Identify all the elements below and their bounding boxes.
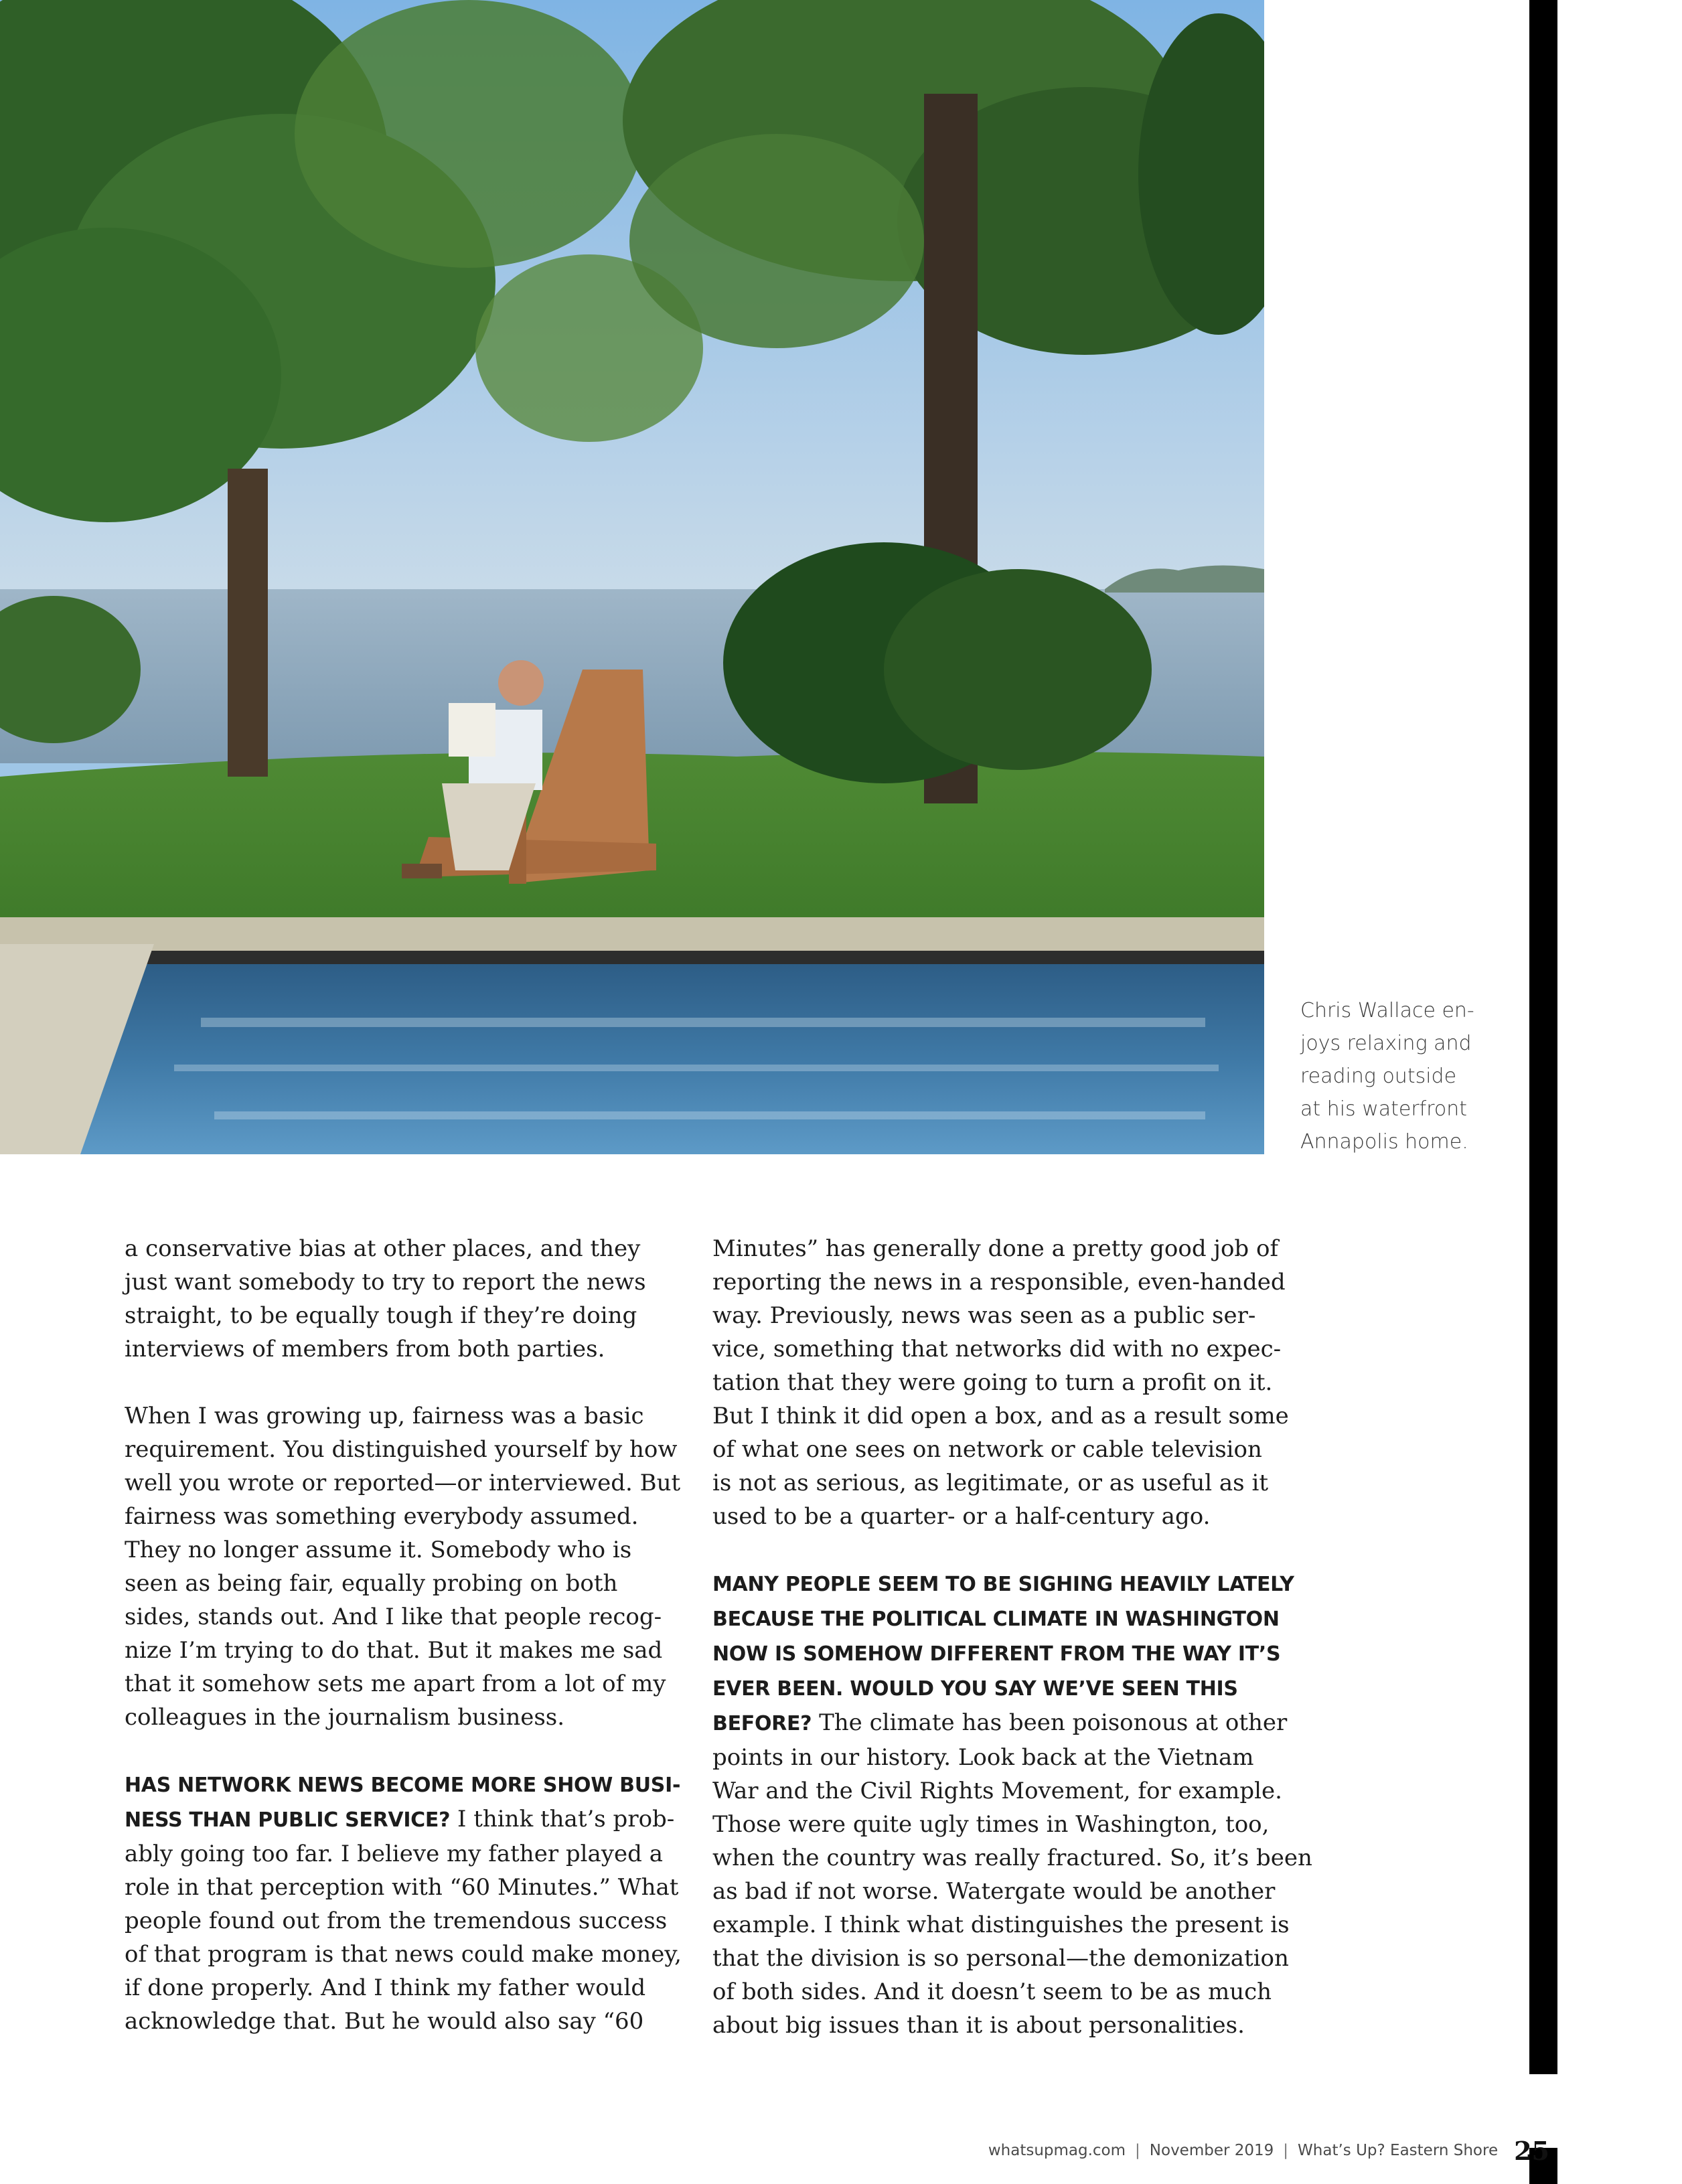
text-line: points in our history. Look back at the Vietnam [712, 1744, 1254, 1771]
page-number: 25 [1514, 2135, 1549, 2166]
caption-line: at his waterfront [1300, 1097, 1468, 1121]
text-line: when the country was really fractured. So, it’s been [712, 1845, 1312, 1871]
pool-water [0, 964, 1264, 1154]
page-edge-bar [1529, 0, 1557, 2074]
text-line: straight, to be equally tough if they’re doing [125, 1302, 637, 1329]
footer-publication: What’s Up? Eastern Shore [1298, 2142, 1499, 2159]
caption-line: joys relaxing and [1300, 1032, 1472, 1055]
text-line: as bad if not worse. Watergate would be another [712, 1878, 1276, 1905]
body-column-right [712, 1232, 1312, 2042]
interview-question: BECAUSE THE POLITICAL CLIMATE IN WASHINGTON [712, 1608, 1280, 1631]
text-line: people found out from the tremendous success [125, 1907, 668, 1934]
text-line: that the division is so personal—the demonization [712, 1945, 1289, 1972]
text-line [712, 1671, 1272, 1706]
paragraph-break [125, 1366, 687, 1399]
interview-question: NOW IS SOMEHOW DIFFERENT FROM THE WAY IT’S [712, 1642, 1281, 1666]
text-line: of that program is that news could make money, [125, 1941, 682, 1968]
answer-text: I think that’s prob- [450, 1806, 675, 1832]
text-line: When I was growing up, fairness was a basic [125, 1403, 644, 1429]
text-line: seen as being fair, equally probing on both [125, 1570, 618, 1597]
interview-question: NESS THAN PUBLIC SERVICE? [125, 1808, 451, 1832]
pool-cover-rail [0, 951, 1264, 964]
text-line: nize I’m trying to do that. But it makes me sad [125, 1637, 663, 1664]
footer-separator: | [1135, 2142, 1140, 2159]
interview-question: HAS NETWORK NEWS BECOME MORE SHOW BUSI- [125, 1774, 681, 1797]
text-line: requirement. You distinguished yourself by how [125, 1436, 678, 1463]
text-line: that it somehow sets me apart from a lot of my [125, 1670, 666, 1697]
interview-question: BEFORE? [712, 1712, 812, 1735]
text-line [125, 1802, 687, 1837]
photo-caption [1300, 994, 1474, 1158]
text-line: acknowledge that. But he would also say “60 [125, 2008, 644, 2035]
left-tree-trunk [228, 469, 268, 777]
caption-line: Annapolis home. [1300, 1130, 1468, 1154]
text-line: a conservative bias at other places, and they [125, 1235, 641, 1262]
text-line: just want somebody to try to report the news [125, 1269, 646, 1296]
text-line: reporting the news in a responsible, even-handed [712, 1269, 1286, 1296]
text-line: Those were quite ugly times in Washington, too, [712, 1811, 1270, 1838]
text-line: about big issues than it is about personalities. [712, 2012, 1245, 2039]
page-footer [988, 2136, 1549, 2165]
caption-line: Chris Wallace en- [1300, 999, 1474, 1022]
text-line: colleagues in the journalism business. [125, 1704, 565, 1731]
text-line: role in that perception with “60 Minutes.” What [125, 1874, 679, 1901]
interview-question: MANY PEOPLE SEEM TO BE SIGHING HEAVILY LATELY [712, 1573, 1294, 1596]
footer-site: whatsupmag.com [988, 2142, 1126, 2159]
text-line: vice, something that networks did with no expec- [712, 1336, 1282, 1362]
text-line: interviews of members from both parties. [125, 1336, 605, 1362]
text-line: way. Previously, news was seen as a public ser- [712, 1302, 1256, 1329]
text-line: of both sides. And it doesn’t seem to be as much [712, 1978, 1272, 2005]
text-line: well you wrote or reported—or interviewed. But [125, 1470, 681, 1496]
text-line [125, 1768, 687, 1802]
text-line: tation that they were going to turn a profit on it. [712, 1369, 1273, 1396]
text-line [712, 1602, 1280, 1636]
text-line: fairness was something everybody assumed. [125, 1503, 639, 1530]
text-line: sides, stands out. And I like that people recog- [125, 1604, 662, 1630]
text-line: example. I think what distinguishes the present is [712, 1912, 1290, 1938]
text-line [712, 1706, 1288, 1741]
answer-text: The climate has been poisonous at other [812, 1709, 1288, 1736]
text-line: Minutes” has generally done a pretty good job of [712, 1235, 1279, 1262]
paragraph-break [125, 1734, 687, 1768]
text-line: ably going too far. I believe my father played a [125, 1841, 663, 1867]
feature-photo [0, 0, 1264, 1154]
footer-separator: | [1283, 2142, 1289, 2159]
text-line: War and the Civil Rights Movement, for example. [712, 1778, 1282, 1804]
text-line: used to be a quarter- or a half-century ago. [712, 1503, 1211, 1530]
text-line: of what one sees on network or cable television [712, 1436, 1262, 1463]
photo-scene [0, 0, 1264, 1154]
text-line [712, 1567, 1294, 1602]
text-line [712, 1636, 1281, 1671]
paragraph-break [712, 1533, 1272, 1567]
footer-issue: November 2019 [1149, 2142, 1274, 2159]
caption-line: reading outside [1300, 1065, 1457, 1088]
text-line: if done properly. And I think my father would [125, 1974, 646, 2001]
text-line: But I think it did open a box, and as a result some [712, 1403, 1289, 1429]
interview-question: EVER BEEN. WOULD YOU SAY WE’VE SEEN THIS [712, 1677, 1238, 1701]
text-line: They no longer assume it. Somebody who is [125, 1537, 632, 1563]
body-column-left [125, 1232, 687, 2038]
text-line: is not as serious, as legitimate, or as useful as it [712, 1470, 1268, 1496]
